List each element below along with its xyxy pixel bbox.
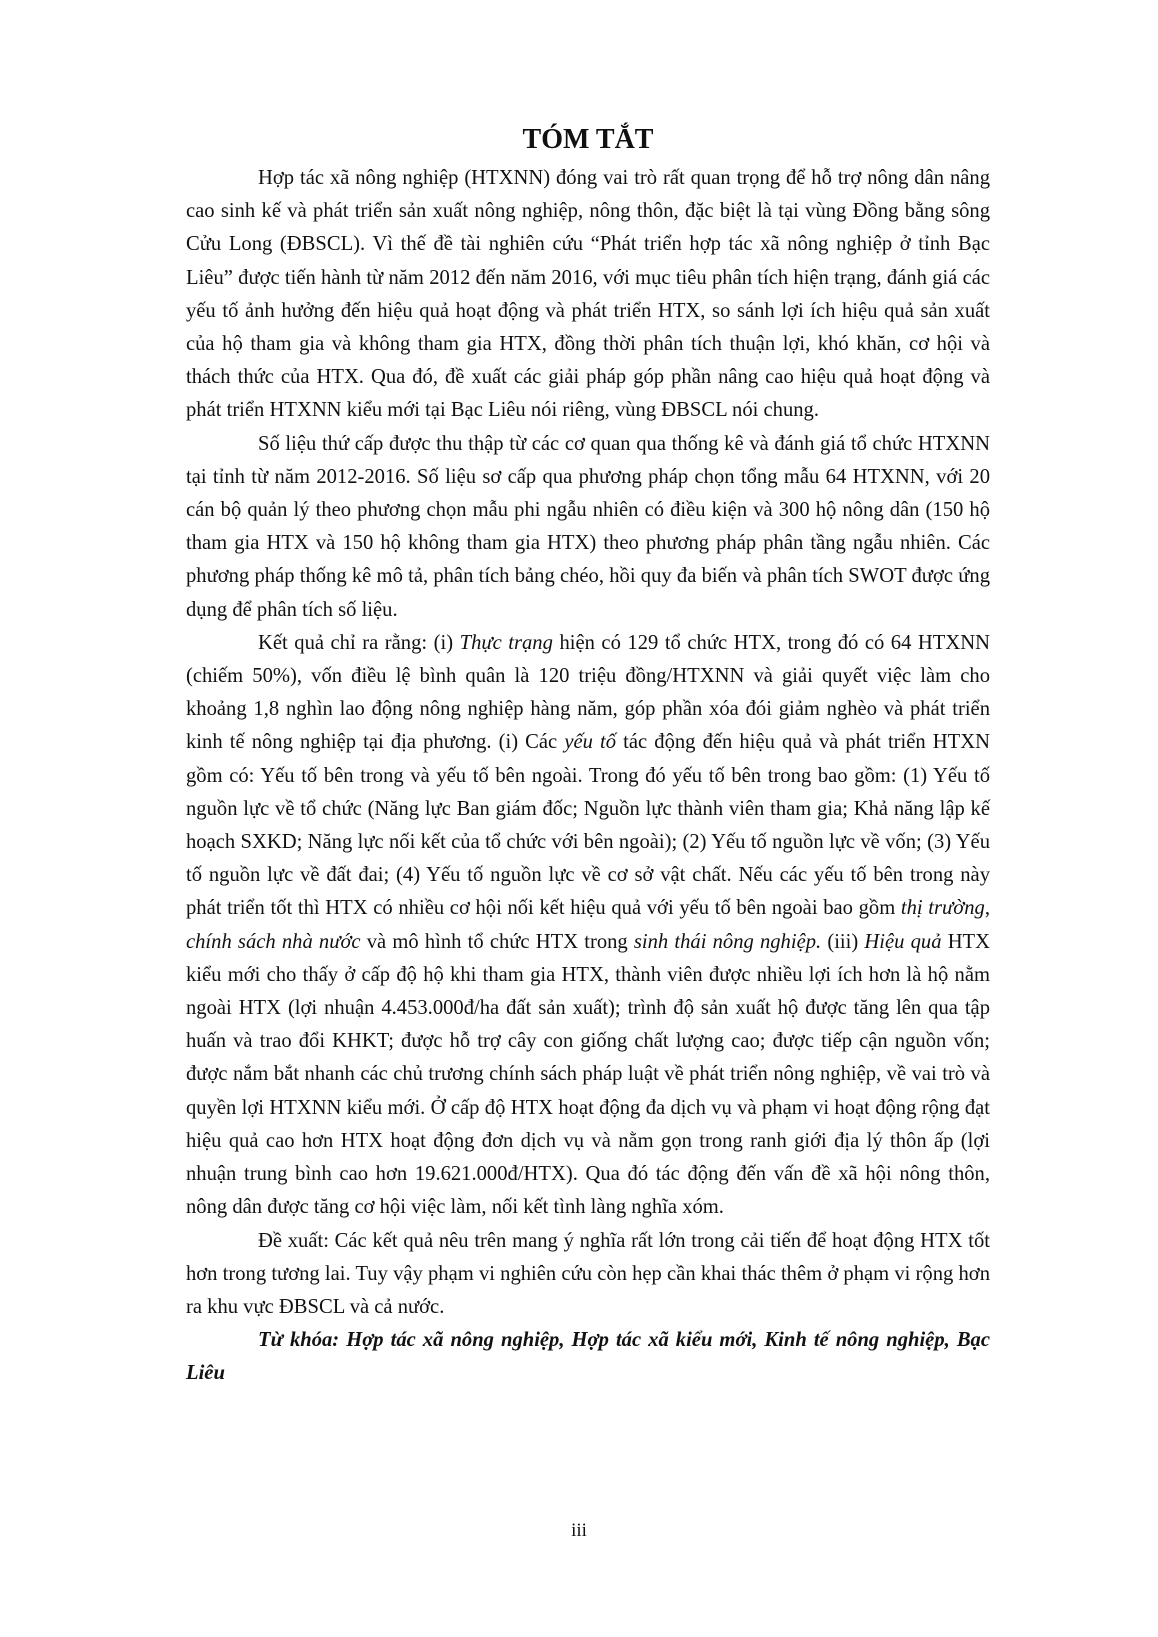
results-italic-efficiency: Hiệu quả xyxy=(864,930,942,953)
results-text: HTX kiểu mới cho thấy ở cấp độ hộ khi tham gia HTX, thành viên được nhiều lợi ích hơn là hộ nằm ngoài HTX (lợi nhuận 4.453.000đ/ha đất sản xuất); trình độ sản xuất hộ được tăng lên qua tập huấn và trao đổi KHKT; được hỗ trợ cây con giống chất lượng cao; được tiếp cận nguồn vốn; được nắm bắt nhanh các chủ trương chính sách pháp luật về phát triển nông nghiệp, về vai trò và quyền lợi HTXNN kiểu mới. Ở cấp độ HTX hoạt động đa dịch vụ và phạm vi hoạt động rộng đạt hiệu quả cao hơn HTX hoạt động đơn dịch vụ và nằm gọn trong ranh giới địa lý thôn ấp (lợi nhuận trung bình cao hơn 19.621.000đ/HTX). Qua đó tác động đến vấn đề xã hội nông thôn, nông dân được tăng cơ hội việc làm, nối kết tình làng nghĩa xóm. xyxy=(186,930,991,1219)
results-text: Kết quả chỉ ra rằng: (i) xyxy=(258,631,460,654)
results-text: (iii) xyxy=(821,930,865,953)
summary-paragraph-intro: Hợp tác xã nông nghiệp (HTXNN) đóng vai trò rất quan trọng để hỗ trợ nông dân nâng cao sinh kế và phát triển sản xuất nông nghiệp, nông thôn, đặc biệt là tại vùng Đồng bằng sông Cửu Long (ĐBSCL). Vì thế đề tài nghiên cứu “Phát triển hợp tác xã nông nghiệp ở tỉnh Bạc Liêu” được tiến hành từ năm 2012 đến năm 2016, với mục tiêu phân tích hiện trạng, đánh giá các yếu tố ảnh hưởng đến hiệu quả hoạt động và phát triển HTX, so sánh lợi ích hiệu quả sản xuất của hộ tham gia và không tham gia HTX, đồng thời phân tích thuận lợi, khó khăn, cơ hội và thách thức của HTX. Qua đó, đề xuất các giải pháp góp phần nâng cao hiệu quả hoạt động và phát triển HTXNN kiểu mới tại Bạc Liêu nói riêng, vùng ĐBSCL nói chung. xyxy=(186,167,990,422)
summary-paragraph-proposal: Đề xuất: Các kết quả nêu trên mang ý nghĩa rất lớn trong cải tiến để hoạt động HTX tốt hơn trong tương lai. Tuy vậy phạm vi nghiên cứu còn hẹp cần khai thác thêm ở phạm vi rộng hơn ra khu vực ĐBSCL và cả nước. xyxy=(186,1229,990,1318)
results-italic-status: Thực trạng xyxy=(459,631,553,654)
results-text: hiện có 129 tổ chức HTX, trong đó có 64 HTXNN (chiếm 50%), vốn điều lệ bình quân là 120 triệu đồng/HTXNN và giải quyết việc làm cho khoảng 1,8 nghìn lao động nông nghiệp hàng năm, góp phần xóa đói giảm nghèo và phát triển kinh tế nông nghiệp tại địa phương. (i) Các xyxy=(186,631,990,754)
results-italic-factors: yếu tố xyxy=(564,731,617,754)
summary-paragraph-data: Số liệu thứ cấp được thu thập từ các cơ quan qua thống kê và đánh giá tổ chức HTXNN tại tỉnh từ năm 2012-2016. Số liệu sơ cấp qua phương pháp chọn tổng mẫu 64 HTXNN, với 20 cán bộ quản lý theo phương chọn mẫu phi ngẫu nhiên có điều kiện và 300 hộ nông dân (150 hộ tham gia HTX và 150 hộ không tham gia HTX) theo phương pháp phân tầng ngẫu nhiên. Các phương pháp thống kê mô tả, phân tích bảng chéo, hồi quy đa biến và phân tích SWOT được ứng dụng để phân tích số liệu. xyxy=(186,432,990,621)
page-title: TÓM TẮT xyxy=(522,124,654,155)
results-italic-market: thị trường xyxy=(900,897,985,920)
keywords-line: Từ khóa: Hợp tác xã nông nghiệp, Hợp tác xã kiểu mới, Kinh tế nông nghiệp, Bạc Liêu xyxy=(186,1329,990,1385)
document-page xyxy=(186,120,990,1391)
results-text: và mô hình tổ chức HTX trong xyxy=(360,930,634,953)
results-italic-policy: chính sách nhà nước xyxy=(186,930,361,953)
results-text: , xyxy=(984,897,990,920)
results-text: tác động đến hiệu quả và phát triển HTXN gồm có: Yếu tố bên trong và yếu tố bên ngoài. Trong đó yếu tố bên trong bao gồm: (1) Yếu tố nguồn lực về tổ chức (Năng lực Ban giám đốc; Nguồn lực thành viên tham gia; Khả năng lập kế hoạch SXKD; Năng lực nối kết của tổ chức với bên ngoài); (2) Yếu tố nguồn lực về vốn; (3) Yếu tố nguồn lực về đất đai; (4) Yếu tố nguồn lực về cơ sở vật chất. Nếu các yếu tố bên trong này phát triển tốt thì HTX có nhiều cơ hội nối kết hiệu quả với yếu tố bên ngoài bao gồm xyxy=(186,731,991,920)
summary-paragraph-results xyxy=(186,627,990,1225)
page-number: iii xyxy=(571,1520,587,1541)
results-italic-ecology: sinh thái nông nghiệp. xyxy=(633,930,822,953)
